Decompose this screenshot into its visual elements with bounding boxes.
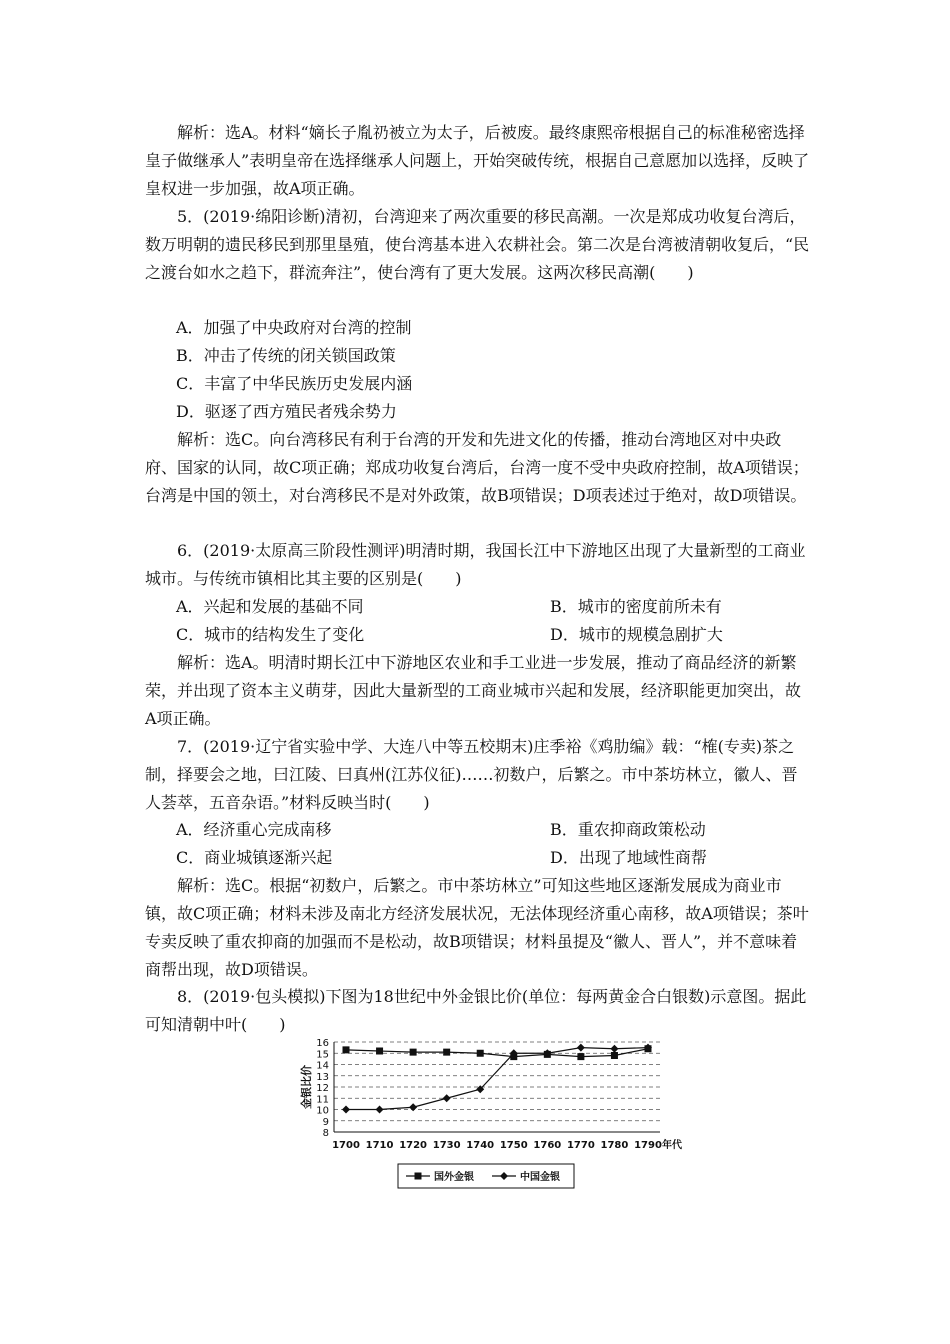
y-tick-label: 14 <box>316 1060 329 1072</box>
x-tick-label: 1700 <box>332 1140 360 1151</box>
y-axis-label: 金银比价 <box>300 1065 313 1109</box>
x-tick-label: 1770 <box>566 1140 595 1151</box>
y-tick-label: 11 <box>316 1094 329 1106</box>
data-point-square <box>477 1050 484 1057</box>
q8-stem: 8．(2019·包头模拟)下图为18世纪中外金银比价(单位：每两黄金合白银数)示意图。据此可知清朝中叶( ) <box>145 987 807 1034</box>
q7-analysis: 解析：选C。根据“初数户，后繁之。市中茶坊林立”可知这些地区逐渐发展成为商业市镇，故C项正确；材料未涉及南北方经济发展状况，无法体现经济重心南移，故A项错误；茶叶专卖反映了重农抑商的加强而不是松动，故B项错误；材料虽提及“徽人、晋人”，并不意味着商帮出现，故D项错误。 <box>145 876 809 979</box>
data-point-square <box>410 1049 417 1056</box>
y-tick-label: 16 <box>316 1038 329 1049</box>
x-tick-label: 1740 <box>466 1140 495 1151</box>
chart-legend <box>398 1164 574 1188</box>
data-point-square <box>376 1048 383 1055</box>
q7-option-c: C．商业城镇逐渐兴起 <box>176 848 333 867</box>
data-point-diamond <box>610 1045 618 1053</box>
data-point-square <box>415 1173 422 1180</box>
x-tick-label: 1710 <box>365 1140 394 1151</box>
q5-option-b: B．冲击了传统的闭关锁国政策 <box>176 346 396 365</box>
q7-option-a: A．经济重心完成南移 <box>176 820 332 839</box>
legend-label: 国外金银 <box>434 1172 474 1183</box>
q6-stem: 6．(2019·太原高三阶段性测评)明清时期，我国长江中下游地区出现了大量新型的工商业城市。与传统市镇相比其主要的区别是( ) <box>145 541 806 588</box>
legend-label: 中国金银 <box>520 1172 560 1183</box>
q5-option-a: A．加强了中央政府对台湾的控制 <box>176 318 412 337</box>
chart-series <box>342 1044 652 1114</box>
y-tick-label: 13 <box>316 1071 329 1083</box>
y-tick-label: 10 <box>316 1105 329 1117</box>
data-point-diamond <box>376 1106 384 1114</box>
gold-silver-ratio-chart <box>290 1034 720 1204</box>
x-tick-label: 1760 <box>533 1140 562 1151</box>
x-tick-label: 1720 <box>399 1140 428 1151</box>
y-tick-label: 8 <box>322 1128 329 1139</box>
data-point-diamond <box>443 1094 451 1102</box>
q5-option-d: D．驱逐了西方殖民者残余势力 <box>176 402 397 421</box>
x-tick-label: 1780 <box>600 1140 629 1151</box>
y-tick-label: 12 <box>316 1083 329 1094</box>
data-point-diamond <box>342 1106 350 1114</box>
q5-analysis: 解析：选C。向台湾移民有利于台湾的开发和先进文化的传播，推动台湾地区对中央政府、国家的认同，故C项正确；郑成功收复台湾后，台湾一度不受中央政府控制，故A项错误；台湾是中国的领土，对台湾移民不是对外政策，故B项错误；D项表述过于绝对，故D项错误。 <box>145 430 809 505</box>
q6-analysis: 解析：选A。明清时期长江中下游地区农业和手工业进一步发展，推动了商品经济的新繁荣，并出现了资本主义萌芽，因此大量新型的工商业城市兴起和发展，经济职能更加突出，故A项正确。 <box>145 653 802 728</box>
q5-stem: 5．(2019·绵阳诊断)清初，台湾迎来了两次重要的移民高潮。一次是郑成功收复台湾后，数万明朝的遗民移民到那里垦殖，使台湾基本进入农耕社会。第二次是台湾被清朝收复后，“民之渡台如水之趋下，群流奔注”，使台湾有了更大发展。这两次移民高潮( ) <box>145 207 810 282</box>
series-line <box>346 1049 648 1057</box>
q7-option-b: B．重农抑商政策松动 <box>550 820 706 839</box>
data-point-square <box>577 1053 584 1060</box>
data-point-diamond <box>577 1044 585 1052</box>
data-point-square <box>343 1046 350 1053</box>
x-tick-label: 1750 <box>499 1140 528 1151</box>
x-axis-label: 年代 <box>662 1140 682 1151</box>
data-point-square <box>611 1052 618 1059</box>
x-tick-label: 1790 <box>634 1140 662 1151</box>
q7-stem: 7．(2019·辽宁省实验中学、大连八中等五校期末)庄季裕《鸡肋编》载：“榷(专卖)茶之制，择要会之地，曰江陵、曰真州(江苏仪征)……初数户，后繁之。市中茶坊林立，徽人、晋人荟萃，五音杂语。”材料反映当时( ) <box>145 737 798 812</box>
q4-analysis: 解析：选A。材料“嫡长子胤礽被立为太子，后被废。最终康熙帝根据自己的标准秘密选择皇子做继承人”表明皇帝在选择继承人问题上，开始突破传统，根据自己意愿加以选择，反映了皇权进一步加强，故A项正确。 <box>145 123 810 198</box>
y-axis <box>299 1038 334 1139</box>
q6-option-c: C．城市的结构发生了变化 <box>176 625 365 644</box>
y-tick-label: 9 <box>322 1116 329 1128</box>
q6-option-d: D．城市的规模急剧扩大 <box>550 625 723 644</box>
q5-option-c: C．丰富了中华民族历史发展内涵 <box>176 374 413 393</box>
y-tick-label: 15 <box>316 1049 329 1061</box>
q7-option-d: D．出现了地域性商帮 <box>550 848 707 867</box>
data-point-diamond <box>409 1103 417 1111</box>
q6-option-b: B．城市的密度前所未有 <box>550 597 722 616</box>
q6-option-a: A．兴起和发展的基础不同 <box>176 597 364 616</box>
x-tick-label: 1730 <box>432 1140 461 1151</box>
x-axis <box>332 1132 683 1151</box>
series-line <box>346 1048 648 1110</box>
data-point-square <box>443 1049 450 1056</box>
